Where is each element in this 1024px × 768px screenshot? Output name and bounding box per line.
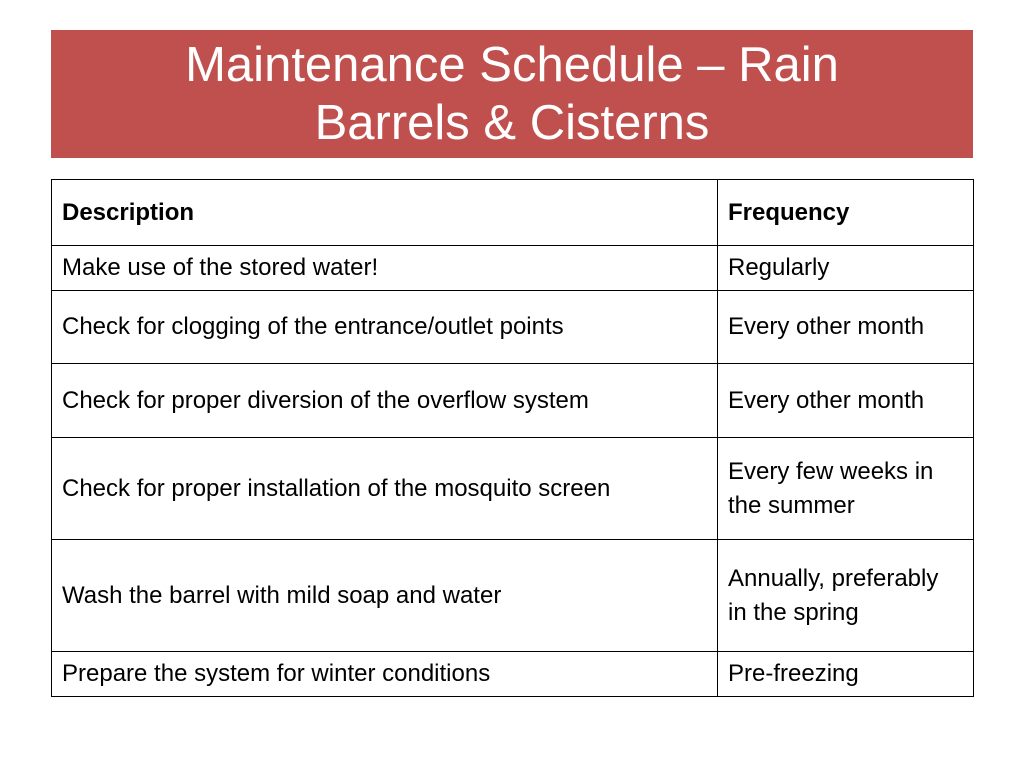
table-row: [52, 246, 974, 291]
title-line-1: Maintenance Schedule – Rain: [185, 38, 839, 92]
row-description-cell: [52, 438, 718, 540]
row-description: Check for clogging of the entrance/outlet points: [52, 291, 718, 364]
table-row: [52, 364, 974, 438]
row-frequency: Every other month: [718, 291, 974, 364]
header-frequency: Frequency: [718, 180, 974, 246]
row-description: Check for proper installation of the mosquito screen: [62, 474, 611, 502]
table-row: [52, 540, 974, 652]
row-description: Prepare the system for winter conditions: [52, 652, 718, 697]
row-description: Wash the barrel with mild soap and water: [52, 540, 718, 652]
table-row: [52, 438, 974, 540]
table-row: [52, 652, 974, 697]
maintenance-schedule-table: [51, 179, 974, 697]
table-row: [52, 291, 974, 364]
header-description: Description: [52, 180, 718, 246]
row-description: Make use of the stored water!: [52, 246, 718, 291]
row-frequency: Regularly: [718, 246, 974, 291]
row-frequency: Every few weeks in the summer: [718, 438, 974, 540]
row-description: Check for proper diversion of the overflow system: [52, 364, 718, 438]
row-frequency: Every other month: [718, 364, 974, 438]
row-frequency: Pre-freezing: [718, 652, 974, 697]
title-bar: [51, 30, 973, 158]
row-frequency: Annually, preferably in the spring: [718, 540, 974, 652]
title-line-2: Barrels & Cisterns: [314, 96, 710, 150]
table-header-row: [52, 180, 974, 246]
